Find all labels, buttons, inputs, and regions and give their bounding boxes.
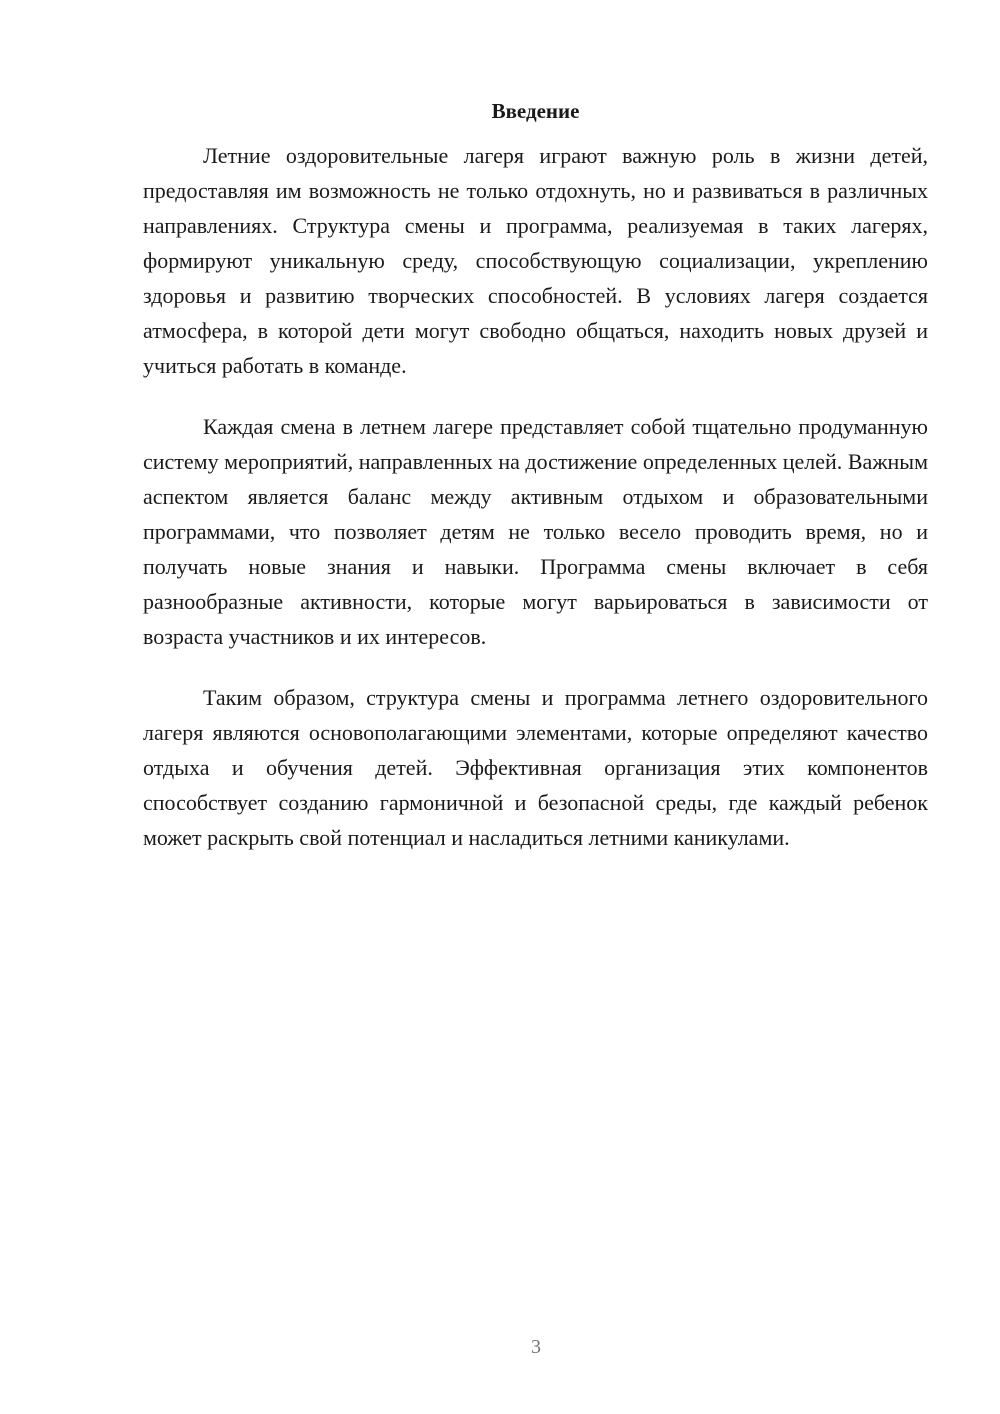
page-content [143, 96, 928, 881]
page-title: Введение [491, 99, 580, 123]
paragraph-2: Каждая смена в летнем лагере представляет собой тщательно продуманную систему мероприятий, направленных на достижение определенных целей. Важным аспектом является баланс между активным отдыхом и образовательными программами, что позволяет детям не только весело проводить время, но и получать новые знания и навыки. Программа смены включает в себя разнообразные активности, которые могут варьироваться в зависимости от возраста участников и их интересов. [143, 414, 928, 649]
paragraph-1: Летние оздоровительные лагеря играют важную роль в жизни детей, предоставляя им возможность не только отдохнуть, но и развиваться в различных направлениях. Структура смены и программа, реализуемая в таких лагерях, формируют уникальную среду, способствующую социализации, укреплению здоровья и развитию творческих способностей. В условиях лагеря создается атмосфера, в которой дети могут свободно общаться, находить новых друзей и учиться работать в команде. [143, 143, 928, 378]
page-number: 3 [531, 1336, 541, 1358]
paragraph-3: Таким образом, структура смены и программа летнего оздоровительного лагеря являются основополагающими элементами, которые определяют качество отдыха и обучения детей. Эффективная организация этих компонентов способствует созданию гармоничной и безопасной среды, где каждый ребенок может раскрыть свой потенциал и насладиться летними каникулами. [143, 685, 928, 850]
